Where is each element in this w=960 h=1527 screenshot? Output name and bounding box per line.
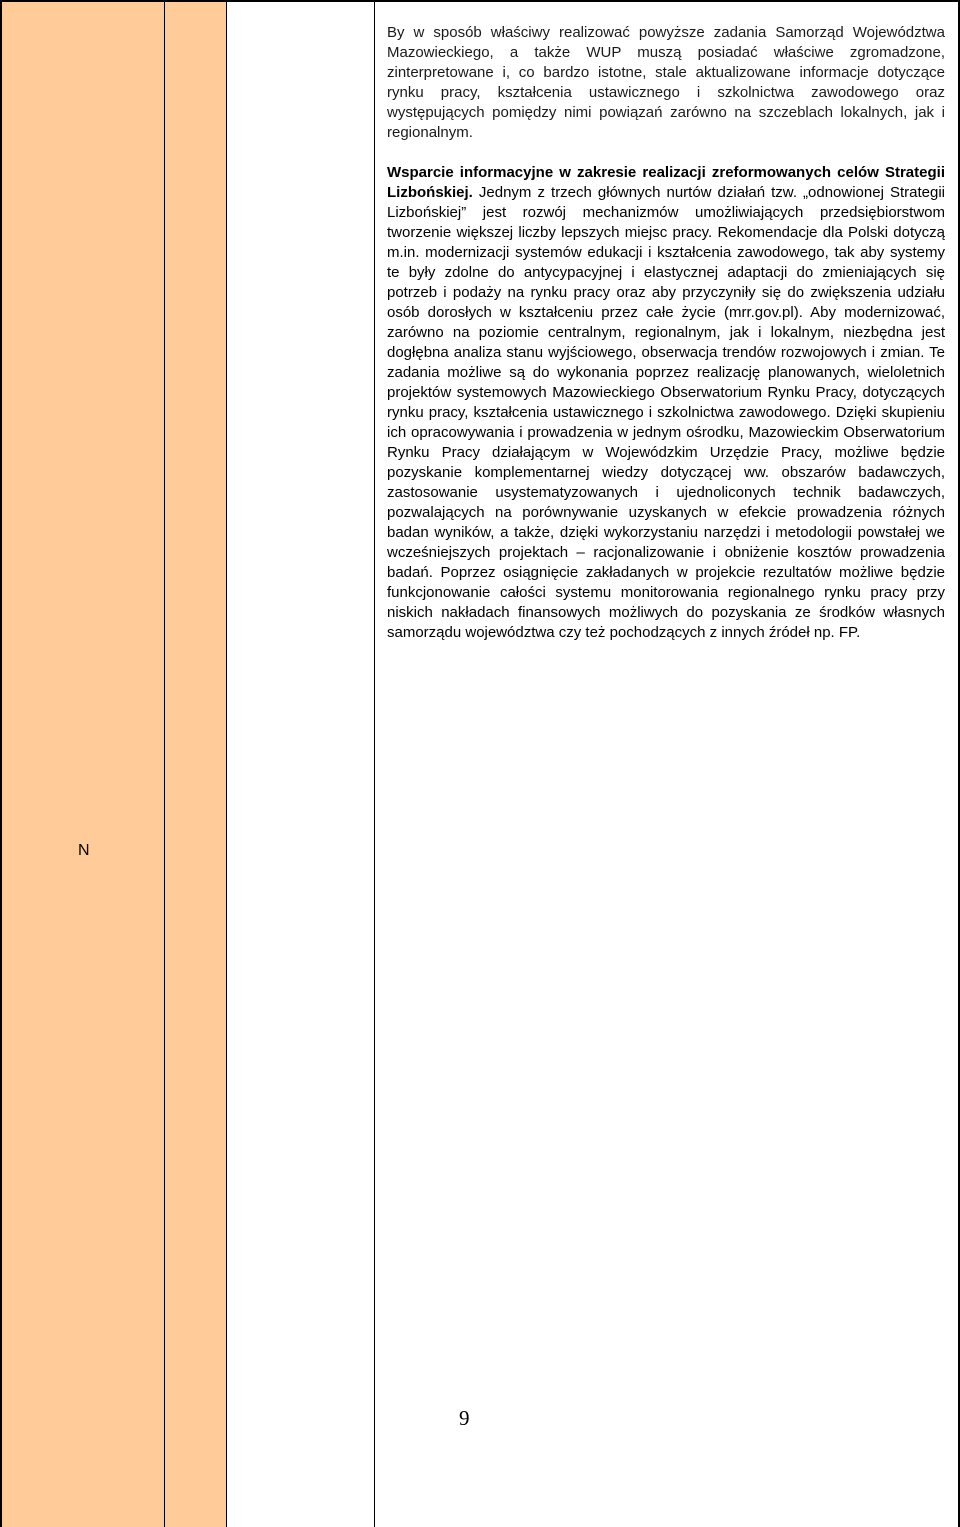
- side-letter: N: [78, 842, 90, 859]
- blank-column: [227, 0, 375, 1527]
- intro-paragraph: By w sposób właściwy realizować powyższe zadania Samorząd Województwa Mazowieckiego, a także WUP muszą posiadać właściwe zgromadzone, zinterpretowane i, co bardzo istotne, stale aktualizowane informacje dotyczące rynku pracy, kształcenia ustawicznego i szkolnictwa zawodowego oraz występujących pomiędzy nimi powiązań zarówno na szczeblach lokalnych, jak i regionalnym.: [387, 24, 945, 141]
- strategy-paragraph: [387, 163, 945, 643]
- paragraph-body: Jednym z trzech głównych nurtów działań tzw. „odnowionej Strategii Lizbońskiej” jest rozwój mechanizmów umożliwiających przedsiębiorstwom tworzenie większej liczby lepszych miejsc pracy. Rekomendacje dla Polski dotyczą m.in. modernizacji systemów edukacji i kształcenia zawodowego, tak aby systemy te były zdolne do antycypacyjnej i elastycznej adaptacji do zmieniających się potrzeb i podaży na rynku pracy oraz aby przyczyniły się do zwiększenia udziału osób dorosłych w kształceniu przez całe życie (mrr.gov.pl). Aby modernizować, zarówno na poziomie centralnym, regionalnym, jak i lokalnym, niezbędna jest dogłębna analiza stanu wyjściowego, obserwacja trendów rozwojowych i zmian. Te zadania możliwe są do wykonania poprzez realizację planowanych, wieloletnich projektów systemowych Mazowieckiego Obserwatorium Rynku Pracy, dotyczących rynku pracy, kształcenia ustawicznego i szkolnictwa zawodowego. Dzięki skupieniu ich opracowywania i prowadzenia w jednym ośrodku, Mazowieckim Obserwatorium Rynku Pracy działającym w Wojewódzkim Urzędzie Pracy, możliwe będzie pozyskanie komplementarnej wiedzy dotyczącej ww. obszarów badawczych, zastosowanie usystematyzowanych i ujednoliconych technik badawczych, pozwalających na porównywanie uzyskanych w efekcie prowadzenia różnych badan wyników, a także, dzięki wykorzystaniu narzędzi i metodologii powstałej we wcześniejszych projektach – racjonalizowanie i obniżenie kosztów prowadzenia badań. Poprzez osiągnięcie zakładanych w projekcie rezultatów możliwe będzie funkcjonowanie całości systemu monitorowania regionalnego rynku pracy przy niskich nakładach finansowych możliwych do pozyskania ze środków własnych samorządu województwa czy też pochodzących z innych źródeł np. FP.: [387, 184, 945, 641]
- text-block: [387, 23, 945, 643]
- shaded-column-left: [0, 0, 165, 1527]
- shaded-column-narrow: [165, 0, 227, 1527]
- page-number: 9: [459, 1406, 470, 1430]
- paragraph-heading: Wsparcie informacyjne w zakresie realizacji zreformowanych celów Strategii Lizbońskiej.: [387, 164, 945, 201]
